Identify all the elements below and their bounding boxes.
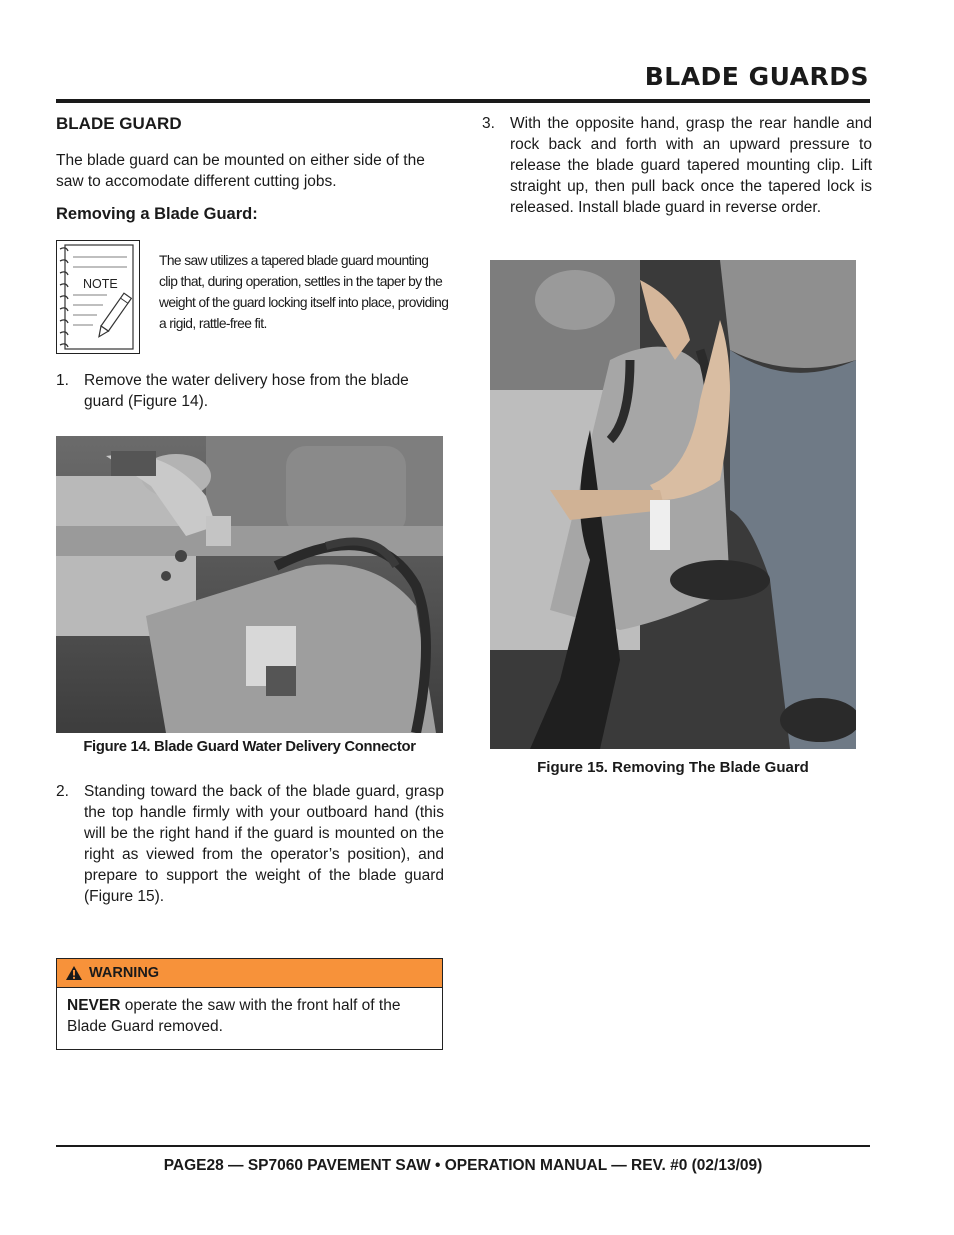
page-footer: PAGE28 — SP7060 PAVEMENT SAW • OPERATION MANUAL — REV. #0 (02/13/09) [163, 1157, 763, 1174]
step-2-text: Standing toward the back of the blade guard, grasp the top handle firmly with your outboard hand (this will be the right hand if the guard is mounted on the right as viewed from the operator’s position), and prepare to support the weight of the blade guard (Figure 15). [84, 783, 444, 905]
footer-rule [56, 1145, 870, 1147]
step-3 [482, 113, 872, 218]
warning-header [57, 959, 442, 988]
warning-emphasis: NEVER [67, 997, 121, 1014]
sub-heading: Removing a Blade Guard: [56, 205, 258, 223]
section-heading: BLADE GUARD [56, 114, 182, 133]
note-label: NOTE [83, 277, 118, 291]
step-1-text: Remove the water delivery hose from the blade guard (Figure 14). [84, 372, 409, 410]
figure-14-caption: Figure 14. Blade Guard Water Delivery Connector [83, 739, 416, 755]
note-text: The saw utilizes a tapered blade guard mounting clip that, during operation, settles in the taper by the weight of the guard locking itself into place, providing a rigid, rattle-free fit. [159, 253, 449, 331]
step-3-number: 3. [482, 115, 495, 132]
step-1 [56, 370, 444, 412]
step-2 [56, 781, 444, 907]
step-3-text: With the opposite hand, grasp the rear handle and rock back and forth with an upward pressure to release the blade guard tapered mounting clip. Lift straight up, then pull back once the tapered lock is released. Install blade guard in reverse order. [510, 115, 872, 216]
warning-text: operate the saw with the front half of the Blade Guard removed. [67, 997, 401, 1035]
warning-box [56, 958, 443, 1050]
header-rule [56, 99, 870, 103]
warning-triangle-icon [65, 965, 83, 981]
warning-label: WARNING [89, 965, 160, 981]
page-title: BLADE GUARDS [644, 62, 869, 91]
step-2-number: 2. [56, 783, 69, 800]
step-1-number: 1. [56, 372, 69, 389]
warning-body [57, 988, 442, 1044]
figure-14-photo [56, 436, 443, 733]
figure-15-photo [490, 260, 856, 749]
figure-15-caption: Figure 15. Removing The Blade Guard [537, 759, 809, 776]
intro-paragraph: The blade guard can be mounted on either side of the saw to accomodate different cutting jobs. [56, 152, 425, 190]
note-icon [56, 240, 140, 354]
